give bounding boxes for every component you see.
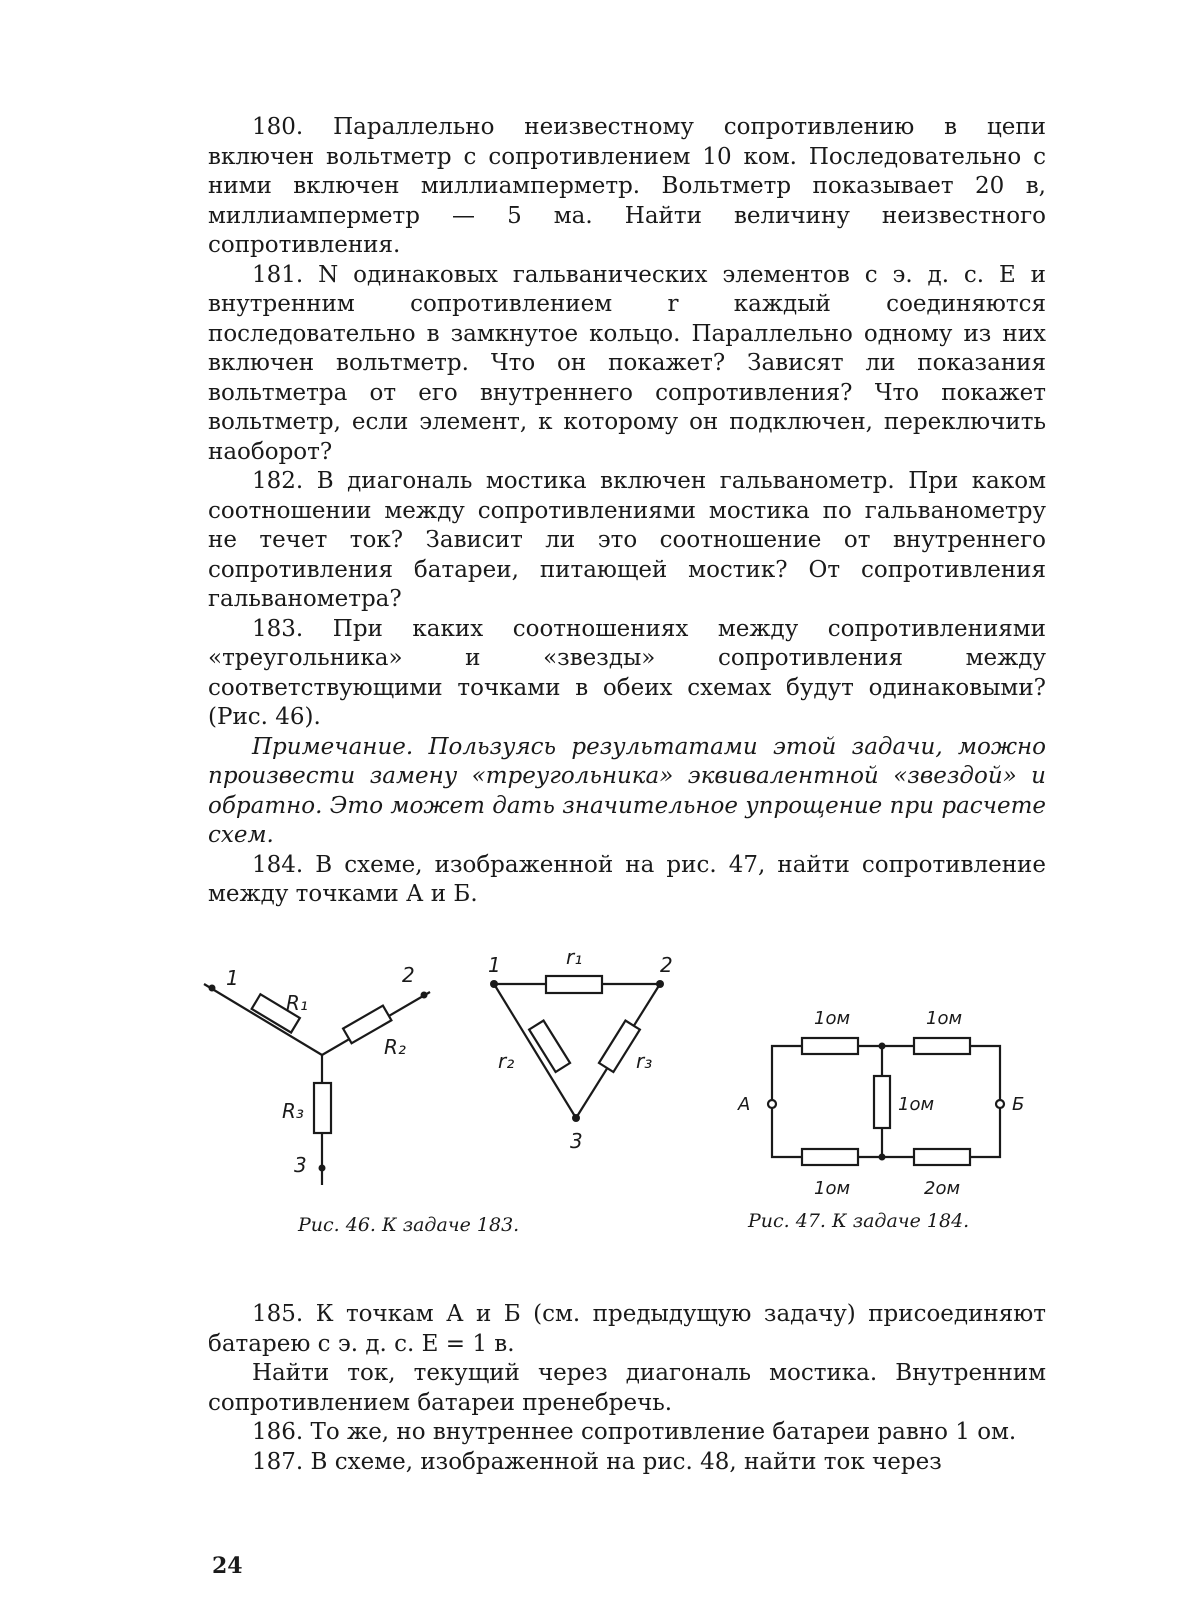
delta-r1-label: r₁ <box>566 945 583 969</box>
delta-node-2-label: 2 <box>660 953 673 977</box>
delta-node-2-dot <box>656 980 664 988</box>
r-top-left-label: 1ом <box>814 1008 851 1029</box>
page-number: 24 <box>212 1553 243 1579</box>
problem-185: 185. К точкам А и Б (см. предыдущую задачу) присоединяют батарею с э. д. с. E = 1 в. <box>208 1301 1046 1357</box>
delta-node-3-label: 3 <box>570 1129 583 1153</box>
problem-187: 187. В схеме, изображенной на рис. 48, найти ток через <box>252 1448 942 1475</box>
star-node-2-dot <box>421 992 428 999</box>
star-r3-label: R₃ <box>282 1099 304 1123</box>
node-b-label: Б <box>1012 1094 1025 1115</box>
r-bottom-left-label: 1ом <box>814 1178 851 1199</box>
delta-node-1-label: 1 <box>488 953 501 977</box>
problem-183: 183. При каких соотношениях между сопротивлениями «треугольника» и «звезды» сопротивления между соответствующими точками в обеих схемах будут одинаковыми? (Рис. 46). <box>208 615 1047 730</box>
delta-node-1-dot <box>490 980 498 988</box>
delta-r3-label: r₃ <box>636 1049 653 1073</box>
problem-180: 180. Параллельно неизвестному сопротивлению в цепи включен вольтметр с сопротивлением 10 ком. Последовательно с ними включен миллиамперметр. Вольтметр показывает 20 в, миллиамперметр — 5 ма. Найти величину неизвестного сопротивления. <box>208 114 1047 258</box>
star-r1-label: R₁ <box>286 991 308 1015</box>
star-node-3-dot <box>319 1165 326 1172</box>
problems-bottom-block <box>208 1300 1046 1477</box>
r-middle-label: 1ом <box>898 1094 935 1115</box>
star-r2-label: R₂ <box>384 1035 406 1059</box>
problems-top-block <box>208 113 1046 910</box>
problem-186: 186. То же, но внутреннее сопротивление батареи равно 1 ом. <box>252 1419 1017 1445</box>
r-bottom-right-label: 2ом <box>924 1178 961 1199</box>
figure-46-diagram <box>190 940 710 1200</box>
figure-46-caption: Рис. 46. К задаче 183. <box>298 1214 520 1236</box>
star-node-3-label: 3 <box>294 1153 307 1177</box>
problem-182: 182. В диагональ мостика включен гальванометр. При каком соотношении между сопротивлениями мостика по гальванометру не течет ток? Зависит ли это соотношение от внутреннего сопротивления батареи, питающей мостик? От сопротивления гальванометра? <box>208 468 1047 612</box>
problem-184: 184. В схеме, изображенной на рис. 47, найти сопротивление между точками А и Б. <box>208 851 1046 907</box>
delta-node-3-dot <box>572 1114 580 1122</box>
star-node-1-label: 1 <box>226 966 239 990</box>
figure-47-diagram <box>730 1000 1050 1210</box>
node-b-terminal <box>996 1100 1004 1108</box>
star-node-1-dot <box>209 985 216 992</box>
star-node-2-label: 2 <box>402 963 415 987</box>
problem-181: 181. N одинаковых гальванических элементов с э. д. с. E и внутренним сопротивлением r каждый соединяются последовательно в замкнутое кольцо. Параллельно одному из них включен вольтметр. Что он покажет? Зависят ли показания вольтметра от его внутреннего сопротивления? Что покажет вольтметр, если элемент, к которому он подключен, переключить наоборот? <box>208 261 1047 465</box>
figure-47-caption: Рис. 47. К задаче 184. <box>748 1210 970 1232</box>
problem-185-continuation: Найти ток, текущий через диагональ мостика. Внутренним сопротивлением батареи пренебречь. <box>208 1360 1046 1416</box>
r-top-right-label: 1ом <box>926 1008 963 1029</box>
node-a-label: А <box>738 1094 751 1115</box>
note-paragraph: Примечание. Пользуясь результатами этой задачи, можно произвести замену «треугольника» эквивалентной «звездой» и обратно. Это может дать значительное упрощение при расчете схем. <box>208 733 1046 848</box>
delta-r2-label: r₂ <box>498 1049 515 1073</box>
node-a-terminal <box>768 1100 776 1108</box>
